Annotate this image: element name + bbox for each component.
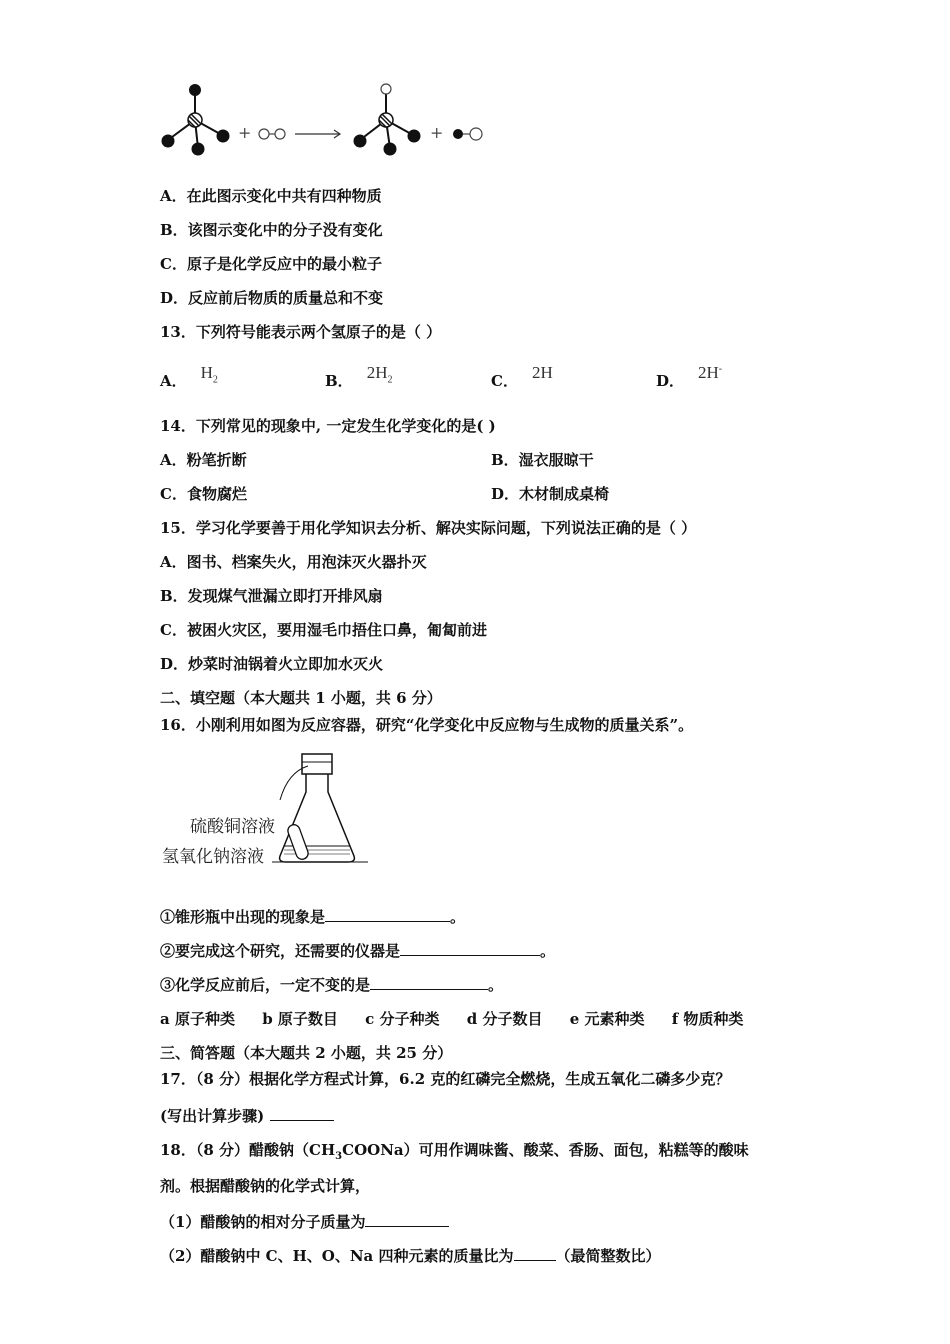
- q16-blank-1[interactable]: [325, 906, 450, 922]
- q17-line2: (写出计算步骤): [160, 1105, 334, 1126]
- q12-option-c: C．原子是化学反应中的最小粒子: [160, 255, 382, 273]
- q13-option-d: [656, 363, 723, 391]
- q17-line1: 17．（8 分）根据化学方程式计算，6.2 克的红磷完全燃烧，生成五氧化二磷多少克？: [160, 1070, 731, 1088]
- plus-sign-2: +: [430, 123, 444, 142]
- q13-formula-c: 2H: [531, 363, 553, 382]
- choice-f: f 物质种类: [671, 1010, 744, 1028]
- q14-option-c: C．食物腐烂: [160, 485, 247, 503]
- oxygen-molecule: [259, 129, 285, 139]
- q13-formula-b: $2H_2$: [366, 363, 393, 386]
- q13-option-a: [160, 363, 218, 393]
- q16-sub2: ②要完成这个研究，还需要的仪器是 。: [160, 942, 556, 960]
- choice-b: b 原子数目: [262, 1010, 338, 1028]
- section3-heading: 三、简答题（本大题共 2 小题，共 25 分）: [160, 1044, 453, 1062]
- q13-option-b-label: B．: [325, 372, 353, 390]
- choice-d: d 分子数目: [466, 1010, 543, 1028]
- q16-blank-3[interactable]: [370, 974, 488, 990]
- q18-part1: （1）醋酸钠的相对分子质量为: [160, 1211, 449, 1232]
- q15-stem: 15．学习化学要善于用化学知识去分析、解决实际问题，下列说法正确的是（ ）: [160, 519, 697, 537]
- plus-sign-1: +: [238, 123, 252, 142]
- q14-stem: 14．下列常见的现象中, 一定发生化学变化的是( ): [160, 417, 496, 435]
- choice-e: e 元素种类: [569, 1010, 645, 1028]
- q16-sub3: ③化学反应前后，一定不变的是 。: [160, 976, 504, 994]
- section2-heading: 二、填空题（本大题共 1 小题，共 6 分）: [160, 689, 442, 707]
- q17-blank[interactable]: [270, 1105, 334, 1121]
- q13-formula-d: 2H-: [698, 363, 723, 382]
- reaction-arrow: [295, 130, 340, 138]
- q16-choices: [160, 1009, 765, 1029]
- q18-blank-1[interactable]: [365, 1211, 449, 1227]
- q14-option-a: A．粉笔折断: [160, 451, 247, 469]
- choice-c: c 分子种类: [365, 1010, 440, 1028]
- q13-stem: 13．下列符号能表示两个氢原子的是（ ）: [160, 323, 442, 341]
- label-copper-sulfate: 硫酸铜溶液: [190, 817, 275, 837]
- product-molecule: [355, 84, 420, 155]
- q15-option-b: B．发现煤气泄漏立即打开排风扇: [160, 587, 383, 605]
- q15-option-a: A．图书、档案失火，用泡沫灭火器扑灭: [160, 553, 427, 571]
- q14-option-d: D．木材制成桌椅: [491, 485, 610, 503]
- q18-line2: 剂。根据醋酸钠的化学式计算，: [160, 1177, 371, 1195]
- flask-diagram: [272, 752, 372, 870]
- choice-a: a 原子种类: [160, 1010, 235, 1028]
- label-sodium-hydroxide: 氢氧化钠溶液: [162, 847, 264, 867]
- q16-blank-2[interactable]: [400, 940, 540, 956]
- q16-stem: 16．小刚利用如图为反应容器，研究“化学变化中反应物与生成物的质量关系”。: [160, 716, 694, 734]
- q16-sub1: ①锥形瓶中出现的现象是 。: [160, 908, 466, 926]
- q15-option-c: C．被困火灾区，要用湿毛巾捂住口鼻，匍匐前进: [160, 621, 487, 639]
- q12-option-d: D．反应前后物质的质量总和不变: [160, 289, 384, 307]
- q13-option-a-label: A．: [160, 372, 187, 390]
- q14-option-b: B．湿衣服晾干: [491, 451, 594, 469]
- q13-formula-a: $H_2$: [200, 363, 218, 386]
- reaction-diagram: [150, 78, 500, 160]
- q13-option-c-label: C．: [491, 372, 518, 390]
- q18-blank-2[interactable]: [514, 1245, 556, 1261]
- q13-option-b: [325, 363, 393, 393]
- q12-option-a: A．在此图示变化中共有四种物质: [160, 187, 382, 205]
- q18-part2: （2）醋酸钠中 C、H、O、Na 四种元素的质量比为 （最简整数比）: [160, 1247, 661, 1265]
- q12-option-b: B．该图示变化中的分子没有变化: [160, 221, 383, 239]
- q18-line1: 18．（8 分）醋酸钠$(CH_3COONa)$可用作调味酱、酸菜、香肠、面包，粘糕等的酸味: [160, 1141, 749, 1162]
- product-molecule-2: [453, 128, 482, 140]
- q13-option-c: [491, 363, 553, 391]
- q15-option-d: D．炒菜时油锅着火立即加水灭火: [160, 655, 384, 673]
- reactant-molecule: [163, 85, 229, 155]
- q13-option-d-label: D．: [656, 372, 685, 390]
